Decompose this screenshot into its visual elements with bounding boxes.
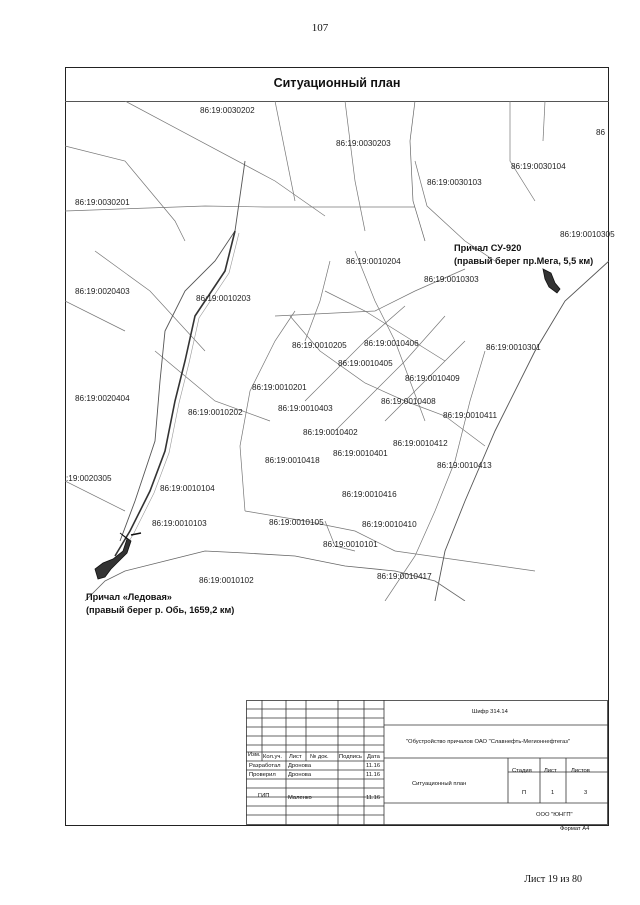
map-title: Ситуационный план	[273, 76, 401, 90]
road	[385, 351, 485, 601]
parcel-label: 86	[596, 128, 606, 137]
parcel-label: 86:19:0010405	[338, 359, 393, 368]
parcel-label: 86:19:0010418	[265, 456, 320, 465]
stamp-stage-label: Стадия	[512, 768, 532, 774]
boundary-line	[125, 101, 325, 216]
parcel-label: 86:19:0030202	[200, 106, 255, 115]
road	[395, 551, 535, 571]
parcel-label: 86:19:0030201	[75, 198, 130, 207]
col-podp: Подпись	[339, 754, 362, 760]
river-bank	[435, 261, 609, 601]
parcel-label: 86:19:0010416	[342, 490, 397, 499]
name-gip: Маленко	[288, 795, 312, 801]
parcel-label: 86:19:0010202	[188, 408, 243, 417]
road	[305, 306, 405, 401]
pier-ledovaya-name: Причал «Ледовая»	[86, 592, 172, 602]
pier-label-ledovaya	[86, 591, 234, 617]
boundary-line	[65, 146, 185, 241]
pier-ledovaya-structure	[95, 533, 131, 579]
role-developer: Разработал	[249, 763, 281, 769]
name-checker: Дронова	[288, 772, 312, 778]
stamp-list: 1	[551, 790, 555, 796]
title-block	[246, 700, 608, 825]
parcel-label: 86:19:0010104	[160, 484, 215, 493]
parcel-label: 86:19:0010303	[424, 275, 479, 284]
parcel-label: 86:19:0010204	[346, 257, 401, 266]
parcel-label: 86:19:0010412	[393, 439, 448, 448]
boundary-line	[345, 101, 365, 231]
pier-label-su920	[454, 242, 593, 268]
parcel-label: 86:19:0010101	[323, 540, 378, 549]
parcel-label: 86:19:0030103	[427, 178, 482, 187]
parcel-label: 86:19:0010201	[252, 383, 307, 392]
parcel-label: 86:19:0010408	[381, 397, 436, 406]
col-kol: Кол.уч.	[263, 754, 282, 760]
parcel-label: 86:19:0010203	[196, 294, 251, 303]
stamp-lists-label: Листов	[571, 768, 590, 774]
date-checker: 11.16	[366, 772, 381, 778]
pier-su920-location: (правый берег пр.Мега, 5,5 км)	[454, 256, 594, 266]
col-ndoc: № док.	[310, 754, 329, 760]
col-list: Лист	[289, 754, 302, 760]
parcel-label: 86:19:0010105	[269, 518, 324, 527]
col-data: Дата	[367, 754, 380, 760]
parcel-label: 86:19:0020403	[75, 287, 130, 296]
boundary-line	[510, 101, 535, 201]
name-developer: Дронова	[288, 763, 312, 769]
boundary-line	[305, 261, 330, 341]
pier-su920-structure	[543, 269, 560, 293]
parcel-label: 86:19:0030104	[511, 162, 566, 171]
parcel-label: 86:19:0010301	[486, 343, 541, 352]
sheet-footer: Лист 19 из 80	[524, 874, 582, 885]
stamp-stage: П	[522, 790, 527, 796]
pier-su920-name: Причал СУ-920	[454, 243, 522, 253]
boundary-line	[65, 481, 125, 511]
date-gip: 11.16	[366, 795, 381, 801]
parcel-label: 86:19:0010417	[377, 572, 432, 581]
parcel-label: 86:19:0020404	[75, 394, 130, 403]
boundary-line	[275, 101, 295, 201]
date-developer: 11.16	[366, 763, 381, 769]
role-gip: ГИП	[258, 793, 270, 799]
parcel-label: 86:19:0010411	[443, 411, 498, 420]
stamp-lists: 3	[584, 790, 588, 796]
stamp-sheet-title: Ситуационный план	[412, 781, 467, 787]
parcel-label: 86:19:0010401	[333, 449, 388, 458]
parcel-label: 86:19:0010205	[292, 341, 347, 350]
parcel-label: 86:19:0030203	[336, 139, 391, 148]
stamp-format: Формат А4	[560, 826, 590, 832]
parcel-label: 86:19:0010403	[278, 404, 333, 413]
pier-ledovaya-location: (правый берег р. Обь, 1659,2 км)	[86, 605, 235, 615]
parcel-label: 86:19:0010305	[560, 230, 615, 239]
col-izm: Изм.	[248, 752, 261, 758]
road	[355, 251, 425, 421]
boundary-line	[95, 251, 205, 351]
parcel-label: 86:19:0010406	[364, 339, 419, 348]
boundary-line	[65, 301, 125, 331]
parcel-label: 86:19:0010402	[303, 428, 358, 437]
parcel-label: 86:19:0010103	[152, 519, 207, 528]
pier-ledovaya-road	[131, 533, 141, 535]
stamp-project: "Обустройство причалов ОАО "Славнефть-Мегионнефтегаз"	[406, 739, 570, 745]
role-checker: Проверил	[249, 772, 276, 778]
road	[325, 291, 445, 361]
parcel-label: :19:0020305	[66, 474, 112, 483]
page-number: 107	[311, 22, 329, 34]
parcel-label: 86:19:0010409	[405, 374, 460, 383]
stamp-org: ООО "ЮНГП"	[536, 812, 573, 818]
stamp-code: Шифр 314.14	[472, 709, 508, 715]
parcel-label: 86:19:0010102	[199, 576, 254, 585]
parcel-label: 86:19:0010413	[437, 461, 492, 470]
boundary-line	[543, 101, 545, 141]
stamp-list-label: Лист	[544, 768, 557, 774]
parcel-label: 86:19:0010410	[362, 520, 417, 529]
